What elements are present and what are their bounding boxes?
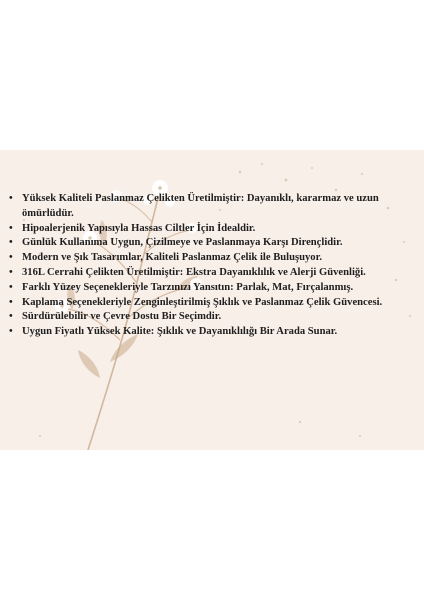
bullet-icon: •: [9, 311, 13, 323]
feature-list: [9, 192, 421, 340]
list-item-text: Modern ve Şık Tasarımlar, Kaliteli Paslanmaz Çelik ile Buluşuyor.: [22, 252, 322, 264]
list-item-text: Sürdürülebilir ve Çevre Dostu Bir Seçimdir.: [22, 311, 222, 323]
list-item: [9, 222, 421, 237]
list-item: [9, 281, 421, 296]
bullet-icon: •: [9, 326, 13, 338]
list-item: [9, 236, 421, 251]
bullet-icon: •: [9, 193, 13, 204]
list-item: [9, 296, 421, 311]
list-item: [9, 266, 421, 281]
list-item-text: Hipoalerjenik Yapısıyla Hassas Ciltler İçin İdealdir.: [22, 222, 256, 234]
list-item: [9, 192, 421, 222]
list-item-text: Uygun Fiyatlı Yüksek Kalite: Şıklık ve Dayanıklılığı Bir Arada Sunar.: [22, 326, 338, 338]
bullet-icon: •: [9, 222, 13, 234]
bullet-icon: •: [9, 266, 13, 278]
list-item: [9, 325, 421, 340]
bullet-icon: •: [9, 252, 13, 264]
bullet-icon: •: [9, 296, 13, 308]
list-item: [9, 310, 421, 325]
feature-card: [0, 150, 424, 450]
bullet-icon: •: [9, 281, 13, 293]
list-item: [9, 251, 421, 266]
bullet-icon: •: [9, 237, 13, 249]
list-item-text: Yüksek Kaliteli Paslanmaz Çelikten Üretilmiştir: Dayanıklı, kararmaz ve uzun ömürlüdür.: [22, 193, 379, 219]
list-item-text: Kaplama Seçenekleriyle Zenginleştirilmiş Şıklık ve Paslanmaz Çelik Güvencesi.: [22, 296, 383, 308]
list-item-text: Farklı Yüzey Seçenekleriyle Tarzınızı Yansıtın: Parlak, Mat, Fırçalanmış.: [22, 281, 354, 293]
list-item-text: 316L Cerrahi Çelikten Üretilmiştir: Ekstra Dayanıklılık ve Alerji Güvenliği.: [22, 266, 366, 278]
list-item-text: Günlük Kullanıma Uygun, Çizilmeye ve Paslanmaya Karşı Dirençlidir.: [22, 237, 343, 249]
